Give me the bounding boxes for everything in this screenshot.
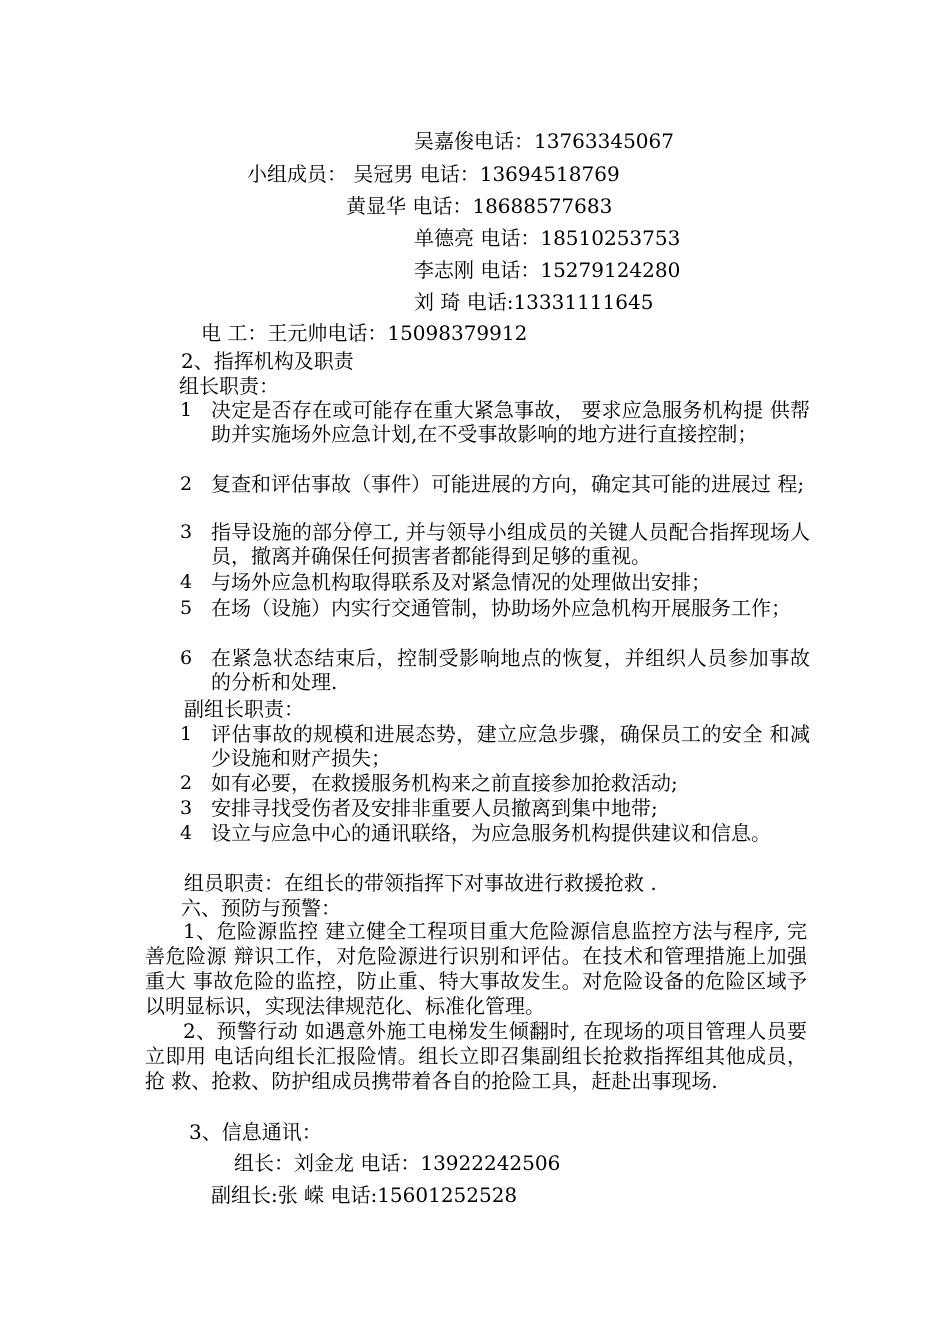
list-item bbox=[180, 771, 810, 795]
list-item bbox=[180, 472, 810, 496]
contact-line: 单德亮 电话：18510253753 bbox=[414, 226, 681, 250]
list-text: 如有必要，在救援服务机构来之前直接参加抢救活动; bbox=[211, 771, 678, 795]
list-text: 安排寻找受伤者及安排非重要人员撤离到集中地带; bbox=[211, 796, 658, 820]
list-number: 2 bbox=[180, 473, 193, 495]
list-text: 复查和评估事故（事件）可能进展的方向，确定其可能的进展过 程; bbox=[211, 472, 805, 496]
list-text: 设立与应急中心的通讯联络，为应急服务机构提供建议和信息。 bbox=[211, 821, 771, 845]
contact-line: 电 工：王元帅电话：15098379912 bbox=[201, 321, 528, 345]
list-item bbox=[180, 796, 810, 820]
list-text: 指导设施的部分停工, 并与领导小组成员的关键人员配合指挥现场人员，撤离并确保任何损害者都能得到足够的重视。 bbox=[211, 520, 810, 568]
list-number: 1 bbox=[180, 399, 193, 421]
list-item bbox=[180, 596, 810, 620]
section-heading: 2、指挥机构及职责 bbox=[181, 349, 354, 373]
contact-line: 副组长:张 嵘 电话:15601252528 bbox=[211, 1183, 518, 1207]
list-number: 3 bbox=[180, 797, 193, 819]
list-item bbox=[180, 520, 810, 568]
list-item bbox=[180, 398, 810, 446]
section-heading: 六、预防与预警： bbox=[181, 896, 341, 920]
list-number: 3 bbox=[180, 521, 193, 543]
list-item bbox=[180, 722, 810, 770]
list-text: 决定是否存在或可能存在重大紧急事故， 要求应急服务机构提 供帮助并实施场外应急计划,在不受事故影响的地方进行直接控制； bbox=[211, 398, 810, 446]
section-heading: 3、信息通讯： bbox=[189, 1120, 322, 1144]
list-text: 在紧急状态结束后，控制受影响地点的恢复，并组织人员参加事故的分析和处理. bbox=[211, 646, 810, 694]
contact-line: 李志刚 电话：15279124280 bbox=[414, 258, 681, 282]
contact-line: 吴嘉俊电话：13763345067 bbox=[414, 129, 674, 153]
member-duties: 组员职责：在组长的带领指挥下对事故进行救援抢救 . bbox=[184, 871, 657, 895]
list-number: 4 bbox=[180, 571, 193, 593]
list-item bbox=[180, 570, 810, 594]
list-number: 2 bbox=[180, 772, 193, 794]
list-number: 6 bbox=[180, 647, 193, 669]
list-text: 在场（设施）内实行交通管制，协助场外应急机构开展服务工作； bbox=[211, 596, 791, 620]
list-item bbox=[180, 646, 810, 694]
contact-line: 小组成员： 吴冠男 电话：13694518769 bbox=[247, 162, 620, 186]
leader-duties-heading: 组长职责： bbox=[179, 374, 279, 398]
paragraph-hazard-monitoring: 1、危险源监控 建立健全工程项目重大危险源信息监控方法与程序, 完善危险源 辩识工作，对危险源进行识别和评估。在技术和管理措施上加强重大 事故危险的监控，防止重、特大事故发生。对危险设备的危险区域予 以明显标识，实现法律规范化、标准化管理。 bbox=[145, 919, 807, 1018]
contact-line: 黄显华 电话：18688577683 bbox=[346, 194, 613, 218]
list-number: 1 bbox=[180, 723, 193, 745]
contact-line: 刘 琦 电话:13331111645 bbox=[414, 290, 654, 314]
list-text: 与场外应急机构取得联系及对紧急情况的处理做出安排； bbox=[211, 570, 711, 594]
paragraph-warning-action: 2、预警行动 如遇意外施工电梯发生倾翻时, 在现场的项目管理人员要立即用 电话向组长汇报险情。组长立即召集副组长抢救指挥组其他成员，抢 救、抢救、防护组成员携带着各自的抢险工具，赶赴出事现场. bbox=[145, 1019, 807, 1093]
list-number: 5 bbox=[180, 597, 193, 619]
list-number: 4 bbox=[180, 822, 193, 844]
list-item bbox=[180, 821, 810, 845]
deputy-duties-heading: 副组长职责： bbox=[184, 697, 304, 721]
list-text: 评估事故的规模和进展态势，建立应急步骤，确保员工的安全 和减少设施和财产损失； bbox=[211, 722, 810, 770]
contact-line: 组长：刘金龙 电话：13922242506 bbox=[234, 1151, 561, 1175]
